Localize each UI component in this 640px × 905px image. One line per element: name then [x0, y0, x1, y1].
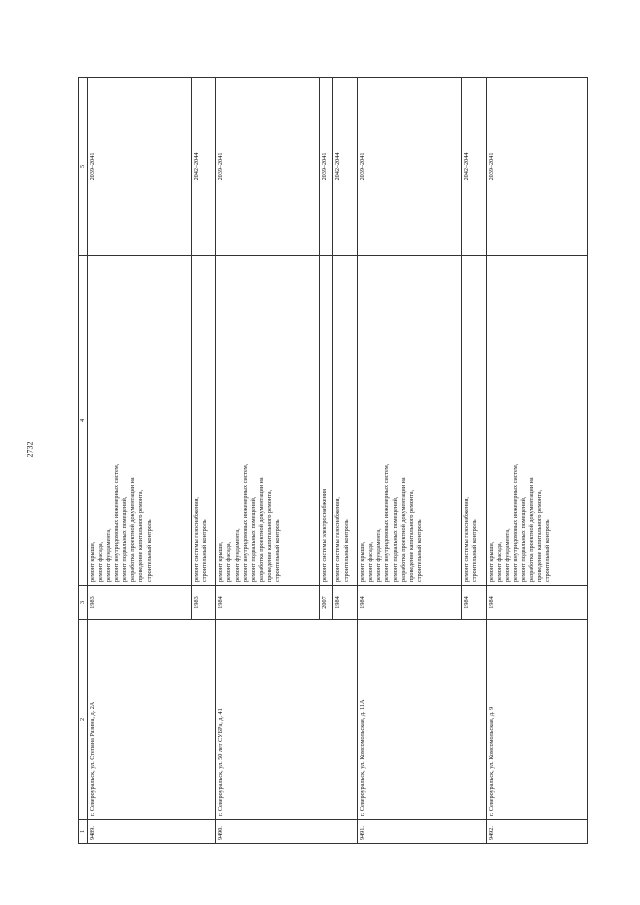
works-cell — [191, 256, 216, 586]
period-cell: 2039–2041 — [358, 78, 462, 256]
year-cell: 2007 — [319, 586, 333, 620]
work-item: ремонт фундамента, — [233, 528, 241, 582]
works-cell — [319, 256, 333, 586]
work-item: ремонт системы газоснабжения, — [462, 497, 470, 582]
work-item: ремонт внутридомовых инженерных систем, — [511, 463, 519, 582]
work-item: строительный контроль — [273, 519, 281, 582]
rotated-table-wrapper — [78, 78, 588, 844]
works-cell — [216, 256, 320, 586]
work-item: ремонт подвальных помещений, — [519, 496, 527, 582]
work-item: строительный контроль — [145, 519, 153, 582]
year-cell: 1984 — [333, 586, 358, 620]
work-item: ремонт фасада, — [97, 541, 105, 582]
address-cell: г. Североуральск, ул. Степана Разина, д. 2А — [88, 620, 216, 820]
table-row — [358, 78, 462, 844]
works-cell — [358, 256, 462, 586]
page-number: 2732 — [25, 441, 35, 458]
work-item: проведение капитального ремонта, — [535, 489, 543, 582]
work-item: строительный контроль — [342, 519, 350, 582]
year-cell: 1983 — [191, 586, 216, 620]
year-cell: 1983 — [88, 586, 192, 620]
work-item: ремонт крыши, — [487, 541, 495, 582]
table-canvas — [78, 78, 588, 844]
work-item: проведение капитального ремонта, — [265, 489, 273, 582]
work-item: ремонт подвальных помещений, — [391, 496, 399, 582]
period-cell: 2039–2041 — [319, 78, 333, 256]
work-item: разработка проектной документации на — [129, 477, 137, 582]
work-item: ремонт фасада, — [495, 541, 503, 582]
work-item: ремонт системы газоснабжения, — [192, 497, 200, 582]
work-item: ремонт крыши, — [217, 541, 225, 582]
work-item: ремонт фасада, — [225, 541, 233, 582]
period-cell: 2042–2044 — [191, 78, 216, 256]
header-cell: 4 — [79, 256, 88, 586]
work-item: строительный контроль — [544, 519, 552, 582]
work-item: строительный контроль — [470, 519, 478, 582]
row-number-cell: 9490. — [216, 820, 358, 844]
work-item: ремонт внутридомовых инженерных систем, — [113, 463, 121, 582]
works-cell — [486, 256, 587, 586]
works-cell — [88, 256, 192, 586]
works-cell — [461, 256, 486, 586]
header-cell: 1 — [79, 820, 88, 844]
work-item: строительный контроль — [415, 519, 423, 582]
work-item: ремонт подвальных помещений, — [121, 496, 129, 582]
work-item: проведение капитального ремонта, — [137, 489, 145, 582]
period-cell: 2039–2041 — [486, 78, 587, 256]
table-row — [486, 78, 587, 844]
work-item: ремонт фасада, — [367, 541, 375, 582]
repair-schedule-table — [78, 77, 588, 844]
header-row — [79, 78, 88, 844]
header-cell: 5 — [79, 78, 88, 256]
work-item: ремонт крыши, — [89, 541, 97, 582]
table-row — [88, 78, 192, 844]
address-cell: г. Североуральск, ул. Комсомольская, д. 11А — [358, 620, 486, 820]
work-item: разработка проектной документации на — [257, 477, 265, 582]
work-item: ремонт крыши, — [359, 541, 367, 582]
period-cell: 2039–2041 — [88, 78, 192, 256]
work-item: ремонт системы электроснабжения — [320, 489, 328, 582]
table-row — [216, 78, 320, 844]
year-cell: 1984 — [486, 586, 587, 620]
period-cell: 2039–2041 — [216, 78, 320, 256]
row-number-cell: 9489. — [88, 820, 216, 844]
work-item: ремонт внутридомовых инженерных систем, — [241, 463, 249, 582]
year-cell: 1984 — [461, 586, 486, 620]
work-item: ремонт системы газоснабжения, — [334, 497, 342, 582]
year-cell: 1984 — [358, 586, 462, 620]
work-item: ремонт фундамента, — [375, 528, 383, 582]
work-item: ремонт фундамента, — [503, 528, 511, 582]
header-cell: 2 — [79, 620, 88, 820]
works-cell — [333, 256, 358, 586]
work-item: разработка проектной документации на — [399, 477, 407, 582]
work-item: ремонт фундамента, — [105, 528, 113, 582]
year-cell: 1984 — [216, 586, 320, 620]
work-item: ремонт внутридомовых инженерных систем, — [383, 463, 391, 582]
period-cell: 2042–2044 — [461, 78, 486, 256]
work-item: строительный контроль — [200, 519, 208, 582]
work-item: проведение капитального ремонта, — [407, 489, 415, 582]
work-item: разработка проектной документации на — [527, 477, 535, 582]
row-number-cell: 9492. — [486, 820, 587, 844]
row-number-cell: 9491. — [358, 820, 486, 844]
address-cell: г. Североуральск, ул. Комсомольская, д. 9 — [486, 620, 587, 820]
period-cell: 2042–2044 — [333, 78, 358, 256]
address-cell: г. Североуральск, ул. 50 лет СУБРа, д. 41 — [216, 620, 358, 820]
header-cell: 3 — [79, 586, 88, 620]
work-item: ремонт подвальных помещений, — [249, 496, 257, 582]
